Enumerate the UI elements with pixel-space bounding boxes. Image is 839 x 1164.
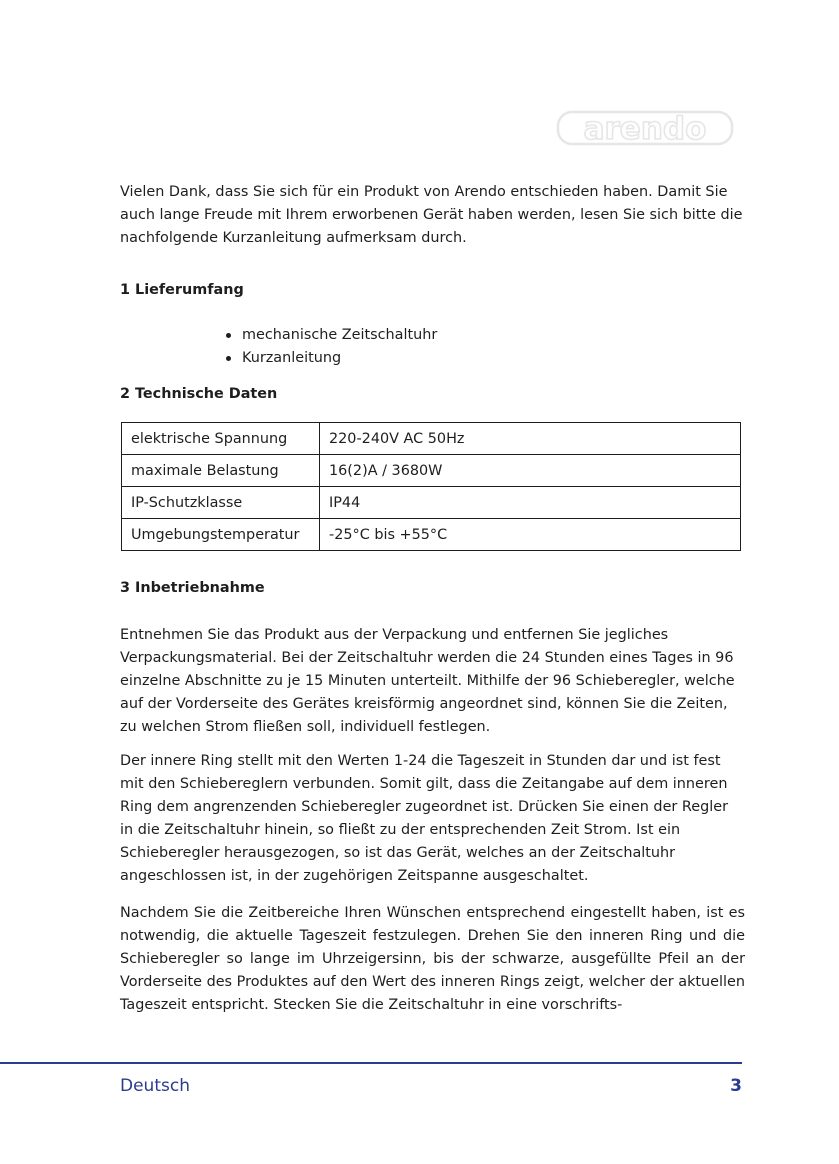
table-cell-value: IP44 <box>320 487 741 519</box>
paragraph-3: Nachdem Sie die Zeitbereiche Ihren Wünschen entsprechend eingestellt haben, ist es notwendig, die aktuelle Tageszeit festzulegen. Drehen Sie den inneren Ring und die Schieberegler so lange im Uhrzeigersinn, bis der schwarze, ausgefüllte Pfeil an der Vorderseite des Produktes auf den Wert des inneren Rings zeigt, welcher der aktuellen Tageszeit entspricht. Stecken Sie die Zeitschaltuhr in eine vorschrifts- <box>120 905 745 1013</box>
table-row <box>122 455 741 487</box>
table-cell-label: maximale Belastung <box>122 455 320 487</box>
page-number: 3 <box>730 1076 742 1096</box>
paragraph-1: Entnehmen Sie das Produkt aus der Verpackung und entfernen Sie jegliches Verpackungsmaterial. Bei der Zeitschaltuhr werden die 24 Stunden eines Tages in 96 einzelne Abschnitte zu je 15 Minuten unterteilt. Mithilfe der 96 Schieberegler, welche auf der Vorderseite des Gerätes kreisförmig angeordnet sind, können Sie die Zeiten, zu welchen Strom fließen soll, individuell festlegen. <box>120 627 735 735</box>
section-title-technische-daten: 2 Technische Daten <box>120 386 278 402</box>
table-row <box>122 423 741 455</box>
lieferumfang-list <box>222 324 437 370</box>
table-row <box>122 487 741 519</box>
section-title-lieferumfang: 1 Lieferumfang <box>120 282 244 298</box>
table-cell-label: IP-Schutzklasse <box>122 487 320 519</box>
footer-divider <box>0 1062 742 1064</box>
table-cell-value: 220-240V AC 50Hz <box>320 423 741 455</box>
table-cell-label: elektrische Spannung <box>122 423 320 455</box>
section-title-inbetriebnahme: 3 Inbetriebnahme <box>120 580 265 596</box>
table-cell-value: 16(2)A / 3680W <box>320 455 741 487</box>
list-item: Kurzanleitung <box>222 347 437 370</box>
table-row <box>122 519 741 551</box>
table-cell-label: Umgebungstemperatur <box>122 519 320 551</box>
footer-language: Deutsch <box>120 1076 190 1096</box>
list-item: mechanische Zeitschaltuhr <box>222 324 437 347</box>
paragraph-2: Der innere Ring stellt mit den Werten 1-24 die Tageszeit in Stunden dar und ist fest mit den Schiebereglern verbunden. Somit gilt, dass die Zeitangabe auf dem inneren Ring dem angrenzenden Schieberegler zugeordnet ist. Drücken Sie einen der Regler in die Zeitschaltuhr hinein, so fließt zu der entsprechenden Zeit Strom. Ist ein Schieberegler herausgezogen, so ist das Gerät, welches an der Zeitschaltuhr angeschlossen ist, in der zugehörigen Zeitspanne ausgeschaltet. <box>120 753 729 884</box>
table-cell-value: -25°C bis +55°C <box>320 519 741 551</box>
arendo-logo <box>556 109 734 147</box>
logo-text: arendo <box>583 111 707 147</box>
intro-paragraph: Vielen Dank, dass Sie sich für ein Produkt von Arendo entschieden haben. Damit Sie auch lange Freude mit Ihrem erworbenen Gerät haben werden, lesen Sie sich bitte die nachfolgende Kurzanleitung aufmerksam durch. <box>120 184 743 246</box>
technical-data-table <box>121 422 741 551</box>
